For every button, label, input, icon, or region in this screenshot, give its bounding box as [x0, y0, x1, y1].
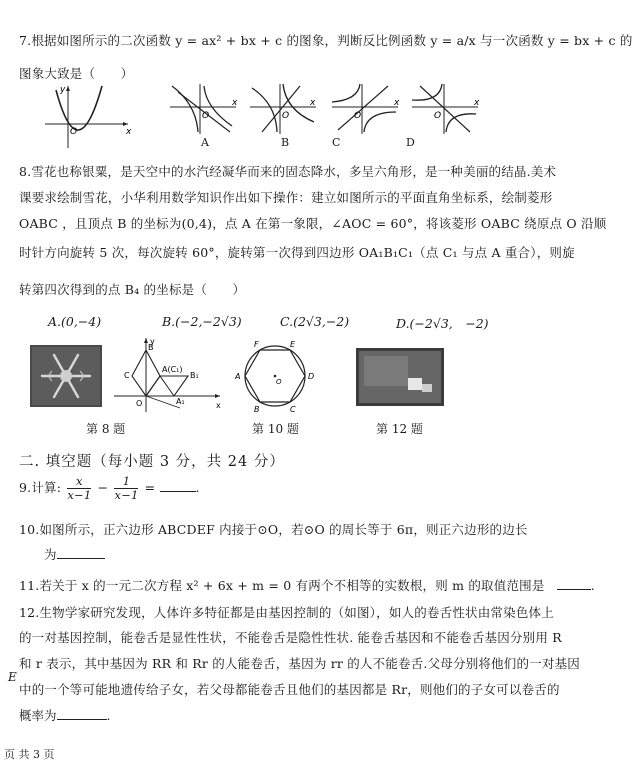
svg-text:x: x [394, 98, 400, 108]
svg-text:O: O [276, 378, 282, 386]
q7-option-d-graph [412, 84, 480, 134]
q7-option-a: A [201, 136, 209, 149]
q11-answer-blank [557, 589, 591, 590]
svg-text:O: O [70, 127, 78, 137]
q9-answer-blank [160, 491, 196, 492]
q12-line5: 概率为 . [19, 708, 111, 723]
q10-line1: 10.如图所示，正六边形 ABCDEF 内接于⊙O，若⊙O 的周长等于 6π，则正六边形的边长 [19, 522, 528, 537]
caption-q8: 第 8 题 [86, 422, 126, 436]
svg-text:O: O [202, 111, 210, 121]
q7-option-d: D [406, 136, 415, 149]
svg-text:x: x [310, 98, 316, 108]
svg-text:A(C₁): A(C₁) [162, 365, 183, 374]
margin-mark: E [8, 670, 17, 684]
q12-photo [356, 348, 444, 406]
q8-rhombus-figure [112, 336, 224, 414]
snowflake-photo [30, 345, 102, 407]
svg-text:x: x [232, 98, 238, 108]
q12-line3: 和 r 表示，其中基因为 RR 和 Rr 的人能卷舌，基因为 rr 的人不能卷舌.父母分别将他们的一对基因 [19, 656, 580, 671]
q12-line2: 的一对基因控制，能卷舌是显性性状，不能卷舌是隐性性状. 能卷舌基因和不能卷舌基因分别用 R [19, 630, 562, 645]
q8-line4: 时针方向旋转 5 次，每次旋转 60°，旋转第一次得到四边形 OA₁B₁C₁（点 C₁ 与点 A 重合），则旋 [19, 245, 575, 260]
q11-line: 11.若关于 x 的一元二次方程 x² + 6x + m = 0 有两个不相等的实数根，则 m 的取值范围是 . [19, 578, 595, 593]
svg-text:C: C [290, 405, 296, 414]
page-footer: 页 共 3 页 [4, 748, 55, 761]
q8-line3: OABC ，且顶点 B 的坐标为(0,4)，点 A 在第一象限，∠AOC = 60°，将该菱形 OABC 绕原点 O 沿顺 [19, 216, 607, 231]
q9-fraction-2: $\frac{1}{x-1}$ [114, 474, 139, 502]
svg-text:D: D [308, 372, 315, 381]
q12-line1: 12.生物学家研究发现，人体许多特征都是由基因控制的（如图），如人的卷舌性状由常染色体上 [19, 605, 554, 620]
svg-text:x: x [216, 401, 221, 410]
q10-answer-blank [57, 558, 105, 559]
q8-line1: 8.雪花也称银粟，是天空中的水汽经凝华而来的固态降水，多呈六角形，是一种美丽的结晶.美术 [19, 164, 557, 179]
svg-text:B: B [254, 405, 260, 414]
svg-text:A₁: A₁ [176, 397, 185, 406]
q7-graphs [40, 82, 560, 152]
caption-q10: 第 10 题 [252, 422, 299, 436]
q7-line1: 7.根据如图所示的二次函数 y = ax² + bx + c 的图象，判断反比例函数 y = a/x 与一次函数 y = bx + c 的 [19, 33, 633, 48]
svg-text:F: F [254, 340, 259, 349]
q7-option-b: B [281, 136, 290, 149]
q8-line5: 转第四次得到的点 B₄ 的坐标是（ ） [19, 282, 246, 297]
q9-line: 9.计算: $\frac{x}{x-1}$ − $\frac{1}{x-1}$ = . [19, 474, 200, 502]
svg-text:O: O [136, 399, 143, 408]
svg-text:C: C [124, 371, 130, 380]
svg-text:O: O [354, 111, 362, 121]
q12-line4: 中的一个等可能地遗传给子女，若父母都能卷舌且他们的基因都是 Rr，则他们的子女可以卷舌的 [19, 682, 560, 697]
svg-text:y: y [60, 85, 66, 95]
q10-hexagon-figure [232, 336, 318, 416]
q12-answer-blank [57, 719, 107, 720]
svg-text:B₁: B₁ [190, 371, 199, 380]
svg-text:x: x [474, 98, 480, 108]
svg-text:y: y [150, 337, 155, 346]
q8-line2: 课要求绘制雪花，小华利用数学知识作出如下操作：建立如图所示的平面直角坐标系，绘制菱形 [19, 190, 553, 205]
q7-option-a-graph [170, 84, 238, 134]
q8-option-d: D.(−2√3, −2) [396, 316, 489, 331]
q8-option-c: C.(2√3,−2) [280, 314, 350, 329]
q7-line2: 图象大致是（ ） [19, 66, 134, 81]
q7-option-c: C [332, 136, 341, 149]
svg-text:O: O [282, 111, 290, 121]
q7-parabola-graph [45, 85, 132, 148]
q7-option-b-graph [250, 84, 316, 134]
q7-option-c-graph [332, 84, 400, 134]
section-header: 二. 填空题（每小题 3 分，共 24 分） [19, 454, 285, 470]
svg-text:E: E [290, 340, 296, 349]
svg-text:A: A [235, 372, 241, 381]
q8-option-b: B.(−2,−2√3) [162, 314, 242, 329]
svg-text:x: x [126, 127, 132, 137]
svg-text:B: B [148, 343, 154, 352]
svg-text:O: O [434, 111, 442, 121]
q8-option-a: A.(0,−4) [48, 314, 102, 329]
q10-line2: 为 [44, 545, 105, 563]
q9-fraction-1: $\frac{x}{x-1}$ [67, 474, 92, 502]
caption-q12: 第 12 题 [376, 422, 423, 436]
